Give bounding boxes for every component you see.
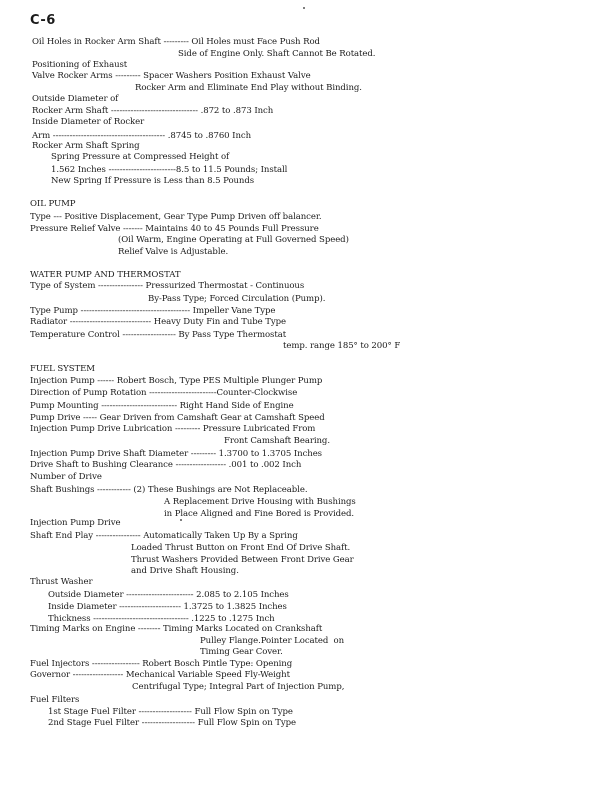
spec-line: Shaft End Play ---------------- Automatically Taken Up By a Spring bbox=[30, 531, 298, 541]
spec-line: Pump Mounting --------------------------- Right Hand Side of Engine bbox=[30, 401, 294, 411]
spec-line: 2nd Stage Fuel Filter ------------------- Full Flow Spin on Type bbox=[48, 718, 297, 728]
spec-line: Loaded Thrust Button on Front End Of Drive Shaft. bbox=[131, 543, 351, 553]
spec-line: Number of Drive bbox=[30, 472, 102, 482]
spec-line: Injection Pump ------ Robert Bosch, Type PES Multiple Plunger Pump bbox=[30, 376, 323, 386]
spec-line: in Place Aligned and Fine Bored is Provided. bbox=[164, 509, 355, 519]
spec-line: Governor ------------------ Mechanical Variable Speed Fly-Weight bbox=[30, 670, 290, 680]
spec-line: Thrust Washer bbox=[30, 577, 93, 587]
spec-line: Injection Pump Drive Shaft Diameter --------- 1.3700 to 1.3705 Inches bbox=[30, 449, 322, 459]
page-number: C-6 bbox=[30, 13, 56, 28]
spec-line: and Drive Shaft Housing. bbox=[131, 566, 239, 576]
spec-line: Rocker Arm Shaft Spring bbox=[32, 141, 140, 151]
spec-line: Rocker Arm Shaft ------------------------------- .872 to .873 Inch bbox=[32, 106, 274, 116]
spec-line: Fuel Filters bbox=[30, 695, 80, 705]
spec-line: Thickness ---------------------------------- .1225 to .1275 Inch bbox=[48, 614, 275, 624]
spec-line: (Oil Warm, Engine Operating at Full Governed Speed) bbox=[118, 235, 349, 245]
spec-line: Spring Pressure at Compressed Height of bbox=[51, 152, 230, 162]
spec-line: Centrifugal Type; Integral Part of Injection Pump, bbox=[132, 682, 345, 692]
spec-line: Pump Drive ----- Gear Driven from Camshaft Gear at Camshaft Speed bbox=[30, 413, 325, 423]
spec-line: Oil Holes in Rocker Arm Shaft --------- Oil Holes must Face Push Rod bbox=[32, 37, 320, 47]
spec-line: temp. range 185° to 200° F bbox=[283, 341, 401, 351]
spec-line: Front Camshaft Bearing. bbox=[224, 436, 330, 446]
spec-line: Type --- Positive Displacement, Gear Type Pump Driven off balancer. bbox=[30, 212, 322, 222]
spec-line: OIL PUMP bbox=[30, 199, 76, 209]
spec-line: Type of System ---------------- Pressurized Thermostat - Continuous bbox=[30, 281, 305, 291]
spec-line: WATER PUMP AND THERMOSTAT bbox=[30, 270, 181, 280]
spec-line: Fuel Injectors ----------------- Robert Bosch Pintle Type: Opening bbox=[30, 659, 293, 669]
spec-line: Temperature Control ------------------- By Pass Type Thermostat bbox=[30, 330, 287, 340]
spec-line: Shaft Bushings ------------ (2) These Bushings are Not Replaceable. bbox=[30, 485, 308, 495]
spec-line: Injection Pump Drive Lubrication --------- Pressure Lubricated From bbox=[30, 424, 316, 434]
spec-line: Injection Pump Drive bbox=[30, 518, 121, 528]
spec-line: Valve Rocker Arms --------- Spacer Washers Position Exhaust Valve bbox=[32, 71, 311, 81]
spec-line: New Spring If Pressure is Less than 8.5 Pounds bbox=[51, 176, 255, 186]
spec-line: Timing Gear Cover. bbox=[200, 647, 283, 657]
spec-line: Rocker Arm and Eliminate End Play without Binding. bbox=[135, 83, 362, 93]
spec-line: Pressure Relief Valve ------- Maintains 40 to 45 Pounds Full Pressure bbox=[30, 224, 319, 234]
spec-line: FUEL SYSTEM bbox=[30, 364, 95, 374]
spec-line: Outside Diameter ------------------------ 2.085 to 2.105 Inches bbox=[48, 590, 289, 600]
spec-line: Drive Shaft to Bushing Clearance ------------------ .001 to .002 Inch bbox=[30, 460, 302, 470]
spec-line: Side of Engine Only. Shaft Cannot Be Rotated. bbox=[178, 49, 376, 59]
spec-line: Arm ---------------------------------------- .8745 to .8760 Inch bbox=[32, 131, 252, 141]
spec-line: Inside Diameter of Rocker bbox=[32, 117, 145, 127]
spec-line: 1st Stage Fuel Filter ------------------- Full Flow Spin on Type bbox=[48, 707, 293, 717]
spec-line: Timing Marks on Engine -------- Timing Marks Located on Crankshaft bbox=[30, 624, 323, 634]
spec-line: Relief Valve is Adjustable. bbox=[118, 247, 229, 257]
scan-speck bbox=[180, 519, 182, 521]
spec-line: Pulley Flange.Pointer Located on bbox=[200, 636, 345, 646]
spec-line: 1.562 Inches ------------------------8.5 to 11.5 Pounds; Install bbox=[51, 165, 288, 175]
spec-line: Thrust Washers Provided Between Front Drive Gear bbox=[131, 555, 354, 565]
spec-line: Type Pump --------------------------------------- Impeller Vane Type bbox=[30, 306, 276, 316]
spec-line: Outside Diameter of bbox=[32, 94, 119, 104]
spec-line: A Replacement Drive Housing with Bushings bbox=[164, 497, 356, 507]
scan-speck bbox=[303, 7, 305, 9]
spec-line: Positioning of Exhaust bbox=[32, 60, 128, 70]
spec-line: Radiator ----------------------------- Heavy Duty Fin and Tube Type bbox=[30, 317, 287, 327]
spec-line: Inside Diameter ---------------------- 1.3725 to 1.3825 Inches bbox=[48, 602, 287, 612]
spec-line: By-Pass Type; Forced Circulation (Pump). bbox=[148, 294, 326, 304]
spec-line: Direction of Pump Rotation ------------------------Counter-Clockwise bbox=[30, 388, 298, 398]
